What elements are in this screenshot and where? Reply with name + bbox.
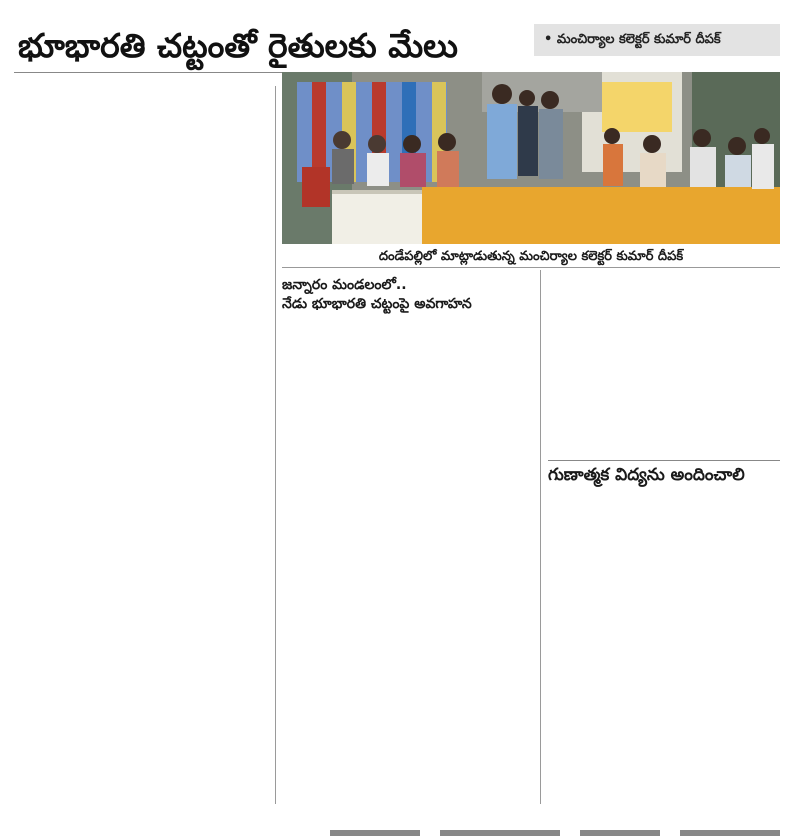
subheading-bhubharathi-awareness: నేడు భూభారతి చట్టంపై అవగాహన — [282, 295, 472, 312]
divider — [548, 460, 780, 461]
subheading-jannaram: జన్నారం మండలంలో.. — [282, 277, 407, 293]
article-column-3 — [548, 276, 780, 456]
divider — [14, 72, 282, 73]
article-column-2 — [282, 276, 532, 804]
article-column-1 — [18, 89, 268, 804]
subheading-quality-education: గుణాత్మక విద్యను అందించాలి — [548, 465, 745, 485]
column-divider — [540, 270, 541, 804]
article-byline — [534, 24, 780, 56]
byline-bullet: • — [544, 32, 553, 47]
news-photo — [282, 72, 780, 244]
article-headline: భూభారతి చట్టంతో రైతులకు మేలు — [18, 26, 458, 65]
cutoff-text-fragment — [290, 820, 790, 838]
event-photo-image — [282, 72, 780, 244]
next-article-cutoff — [290, 820, 790, 838]
column-divider — [275, 86, 276, 804]
article-column-3-continued — [548, 492, 780, 804]
byline-text: మంచిర్యాల కలెక్టర్ కుమార్ దీపక్ — [556, 32, 721, 47]
photo-caption: దండేపల్లిలో మాట్లాడుతున్న మంచిర్యాల కలెక్టర్ కుమార్ దీపక్ — [282, 246, 780, 268]
